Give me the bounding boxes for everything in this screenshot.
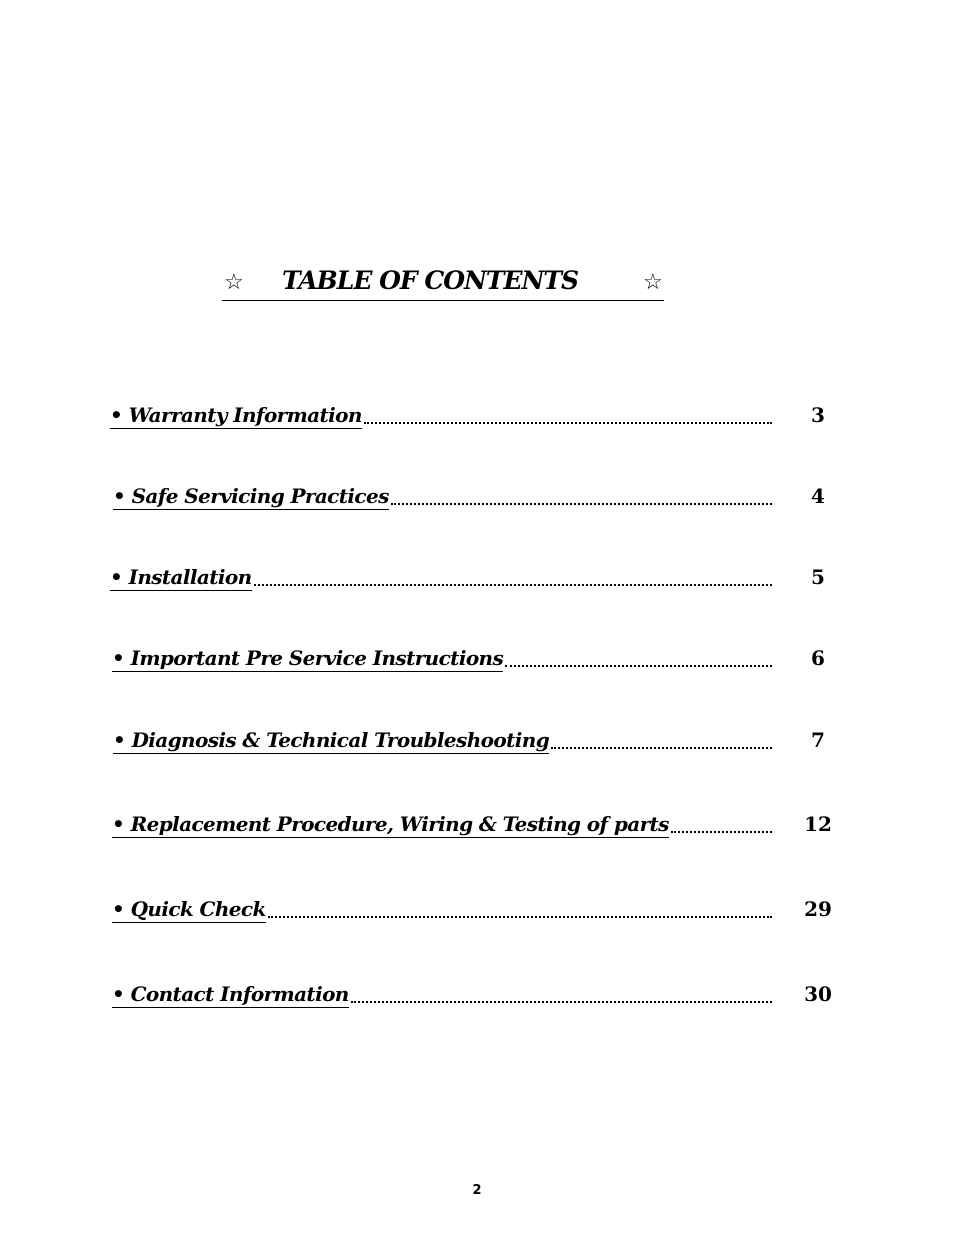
toc-entry-page-number: 4	[811, 484, 825, 508]
toc-entry-label: • Diagnosis & Technical Troubleshooting	[113, 728, 550, 752]
bullet-icon: •	[112, 897, 125, 921]
toc-entry-label: • Installation	[110, 565, 252, 589]
dot-leader	[391, 491, 772, 505]
bullet-icon: •	[112, 982, 125, 1006]
bullet-icon: •	[112, 812, 125, 836]
toc-entry-label: • Warranty Information	[110, 403, 362, 427]
toc-entry-important-pre-service-instructions[interactable]	[110, 645, 850, 675]
toc-entry-label: • Quick Check	[112, 897, 266, 921]
toc-entry-label: • Contact Information	[112, 982, 349, 1006]
toc-entry-label: • Important Pre Service Instructions	[112, 646, 504, 670]
bullet-icon: •	[110, 403, 123, 427]
toc-entry-label: • Safe Servicing Practices	[113, 484, 389, 508]
toc-entry-safe-servicing-practices[interactable]	[110, 483, 850, 513]
toc-entry-page-number: 29	[804, 897, 832, 921]
toc-entry-page-number: 12	[804, 812, 832, 836]
toc-entry-page-number: 3	[811, 403, 825, 427]
page-number: 2	[472, 1183, 482, 1198]
toc-heading	[222, 266, 664, 301]
dot-leader	[505, 653, 772, 667]
toc-entry-quick-check[interactable]	[110, 896, 850, 926]
dot-leader	[254, 572, 772, 586]
toc-entry-contact-information[interactable]	[110, 981, 850, 1011]
dot-leader	[364, 410, 772, 424]
dot-leader	[671, 819, 772, 833]
bullet-icon: •	[113, 728, 126, 752]
dot-leader	[351, 989, 772, 1003]
toc-entry-label: • Replacement Procedure, Wiring & Testing of parts	[112, 812, 669, 836]
toc-title: TABLE OF CONTENTS	[282, 266, 579, 295]
toc-entry-installation[interactable]	[110, 564, 850, 594]
bullet-icon: •	[112, 646, 125, 670]
bullet-icon: •	[110, 565, 123, 589]
star-icon: ☆	[224, 270, 244, 295]
dot-leader	[268, 904, 772, 918]
toc-entry-replacement-procedure[interactable]	[110, 811, 850, 841]
toc-entry-page-number: 30	[804, 982, 832, 1006]
bullet-icon: •	[113, 484, 126, 508]
toc-entry-warranty-information[interactable]	[110, 402, 850, 432]
toc-entry-page-number: 5	[811, 565, 825, 589]
star-icon: ☆	[643, 270, 663, 295]
toc-entry-diagnosis-technical-troubleshooting[interactable]	[110, 727, 850, 757]
toc-entry-page-number: 7	[811, 728, 825, 752]
dot-leader	[551, 735, 772, 749]
toc-entry-page-number: 6	[811, 646, 825, 670]
